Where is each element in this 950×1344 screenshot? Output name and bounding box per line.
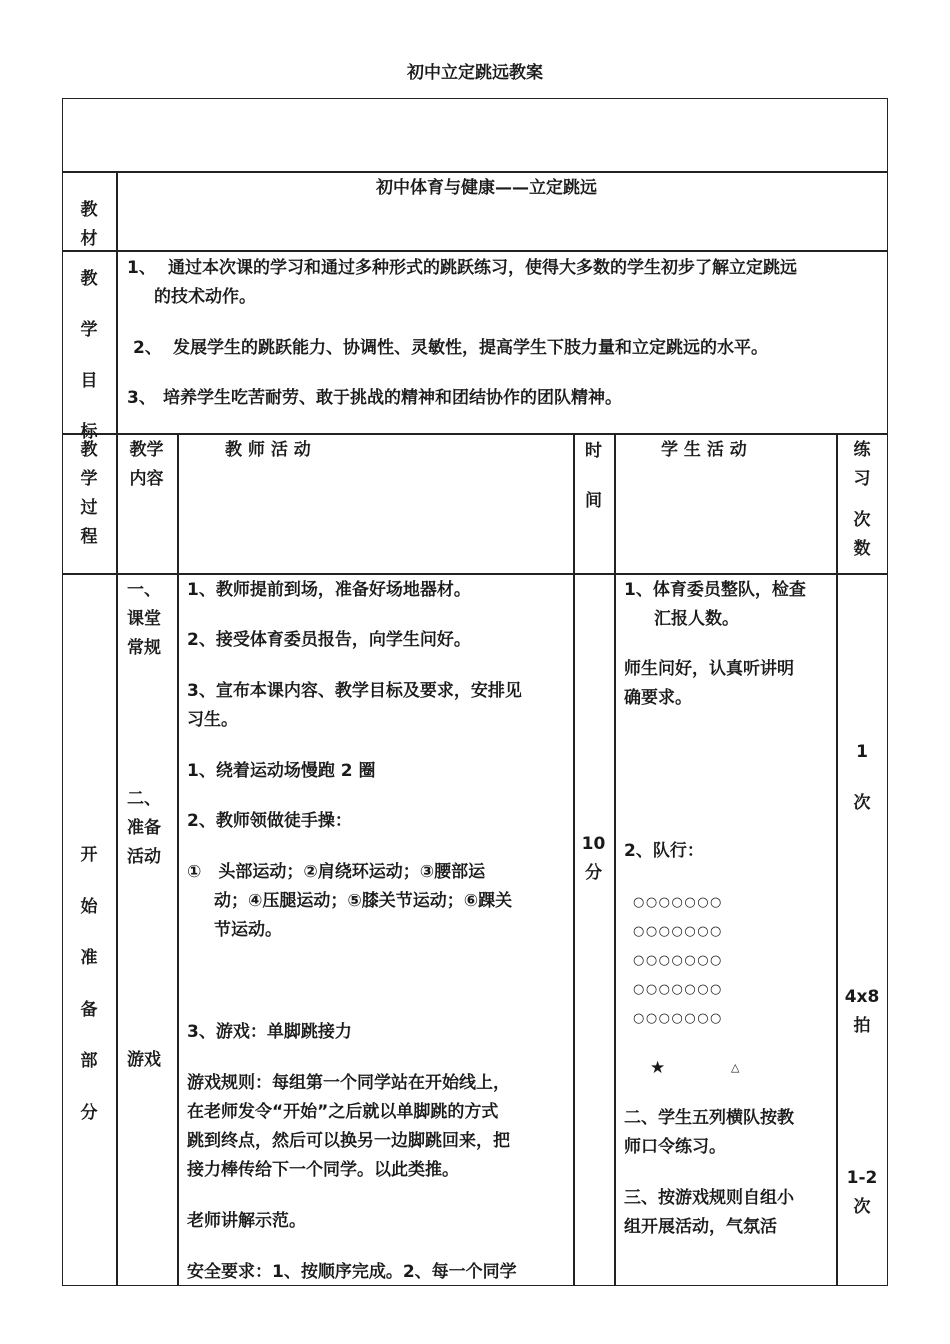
formation-row: ○○○○○○○ [633, 982, 723, 997]
material-label: 教 材 [80, 200, 98, 249]
teacher-line: 3、游戏：单脚跳接力 [187, 1022, 352, 1042]
teacher-line: ① 头部运动；②肩绕环运动；③腰部运 [187, 862, 486, 882]
section-label: 开 始 准 备 部 分 [80, 845, 98, 1123]
material-value: 初中体育与健康——立定跳远 [376, 178, 597, 198]
student-line: 三、按游戏规则自组小 [624, 1188, 794, 1208]
practice-count-header: 练 习 次 数 [853, 440, 871, 559]
formation-row: ○○○○○○○ [633, 924, 723, 939]
content-routine: 一、 课堂 常规 [127, 580, 161, 658]
objective-text: 的技术动作。 [154, 287, 256, 307]
formation-row: ○○○○○○○ [633, 953, 723, 968]
student-line: 二、学生五列横队按教 [624, 1108, 794, 1128]
formation-row: ○○○○○○○ [633, 895, 723, 910]
practice-count-3: 1-2 次 [846, 1168, 878, 1217]
teacher-line: 游戏规则：每组第一个同学站在开始线上， [187, 1073, 510, 1093]
teacher-line: 2、教师领做徒手操： [187, 811, 352, 831]
student-line: 确要求。 [624, 688, 692, 708]
teacher-line: 老师讲解示范。 [187, 1211, 306, 1231]
col-divider [177, 433, 179, 1286]
teacher-line: 在老师发令“开始”之后就以单脚跳的方式 [187, 1102, 499, 1122]
practice-count-1: 1 次 [853, 742, 871, 813]
col-divider [116, 171, 118, 1286]
student-line: 2、队行： [624, 841, 704, 861]
teacher-line: 1、教师提前到场，准备好场地器材。 [187, 580, 471, 600]
student-line: 师生问好，认真听讲明 [624, 659, 794, 679]
row-divider [62, 250, 888, 252]
content-header: 教学 内容 [129, 440, 164, 489]
objective-num: 2、 [133, 338, 162, 358]
objective-num: 3、 [127, 388, 156, 408]
assistant-triangle-icon: △ [731, 1061, 740, 1074]
col-divider [614, 433, 616, 1286]
student-line: 组开展活动，气氛活 [624, 1217, 777, 1237]
practice-count-2: 4x8 拍 [844, 987, 880, 1036]
teacher-line: 2、接受体育委员报告，向学生问好。 [187, 630, 471, 650]
time-value: 10 分 [581, 834, 606, 883]
student-activity-header: 学 生 活 动 [661, 440, 747, 460]
time-header: 时 间 [585, 441, 602, 511]
objective-num: 1、 [127, 258, 156, 278]
row-divider [62, 171, 888, 173]
formation-row: ○○○○○○○ [633, 1011, 723, 1026]
student-line: 师口令练习。 [624, 1137, 726, 1157]
content-game: 游戏 [127, 1050, 161, 1070]
row-divider [62, 433, 888, 435]
teacher-activity-header: 教 师 活 动 [225, 440, 311, 460]
process-label: 教 学 过 程 [80, 440, 98, 547]
teacher-line: 3、宣布本课内容、教学目标及要求，安排见 [187, 681, 522, 701]
objective-text: 发展学生的跳跃能力、协调性、灵敏性，提高学生下肢力量和立定跳远的水平。 [173, 338, 768, 358]
row-divider [62, 573, 888, 575]
objective-text: 通过本次课的学习和通过多种形式的跳跃练习，使得大多数的学生初步了解立定跳远 [168, 258, 797, 278]
content-warmup: 二、 准备 活动 [127, 789, 161, 867]
student-line: 汇报人数。 [654, 609, 739, 629]
teacher-line: 跳到终点，然后可以换另一边脚跳回来，把 [187, 1131, 510, 1151]
teacher-line: 动；④压腿运动；⑤膝关节运动；⑥踝关 [214, 891, 513, 911]
objectives-label: 教 学 目 标 [80, 269, 98, 442]
teacher-line: 1、绕着运动场慢跑 2 圈 [187, 761, 376, 781]
objective-text: 培养学生吃苦耐劳、敢于挑战的精神和团结协作的团队精神。 [163, 388, 622, 408]
teacher-line: 安全要求：1、按顺序完成。2、每一个同学 [187, 1262, 517, 1282]
student-line: 1、体育委员整队，检查 [624, 580, 806, 600]
document-title: 初中立定跳远教案 [407, 63, 543, 83]
teacher-star-icon: ★ [650, 1058, 666, 1078]
teacher-line: 节运动。 [214, 920, 282, 940]
teacher-line: 习生。 [187, 710, 238, 730]
teacher-line: 接力棒传给下一个同学。以此类推。 [187, 1160, 459, 1180]
